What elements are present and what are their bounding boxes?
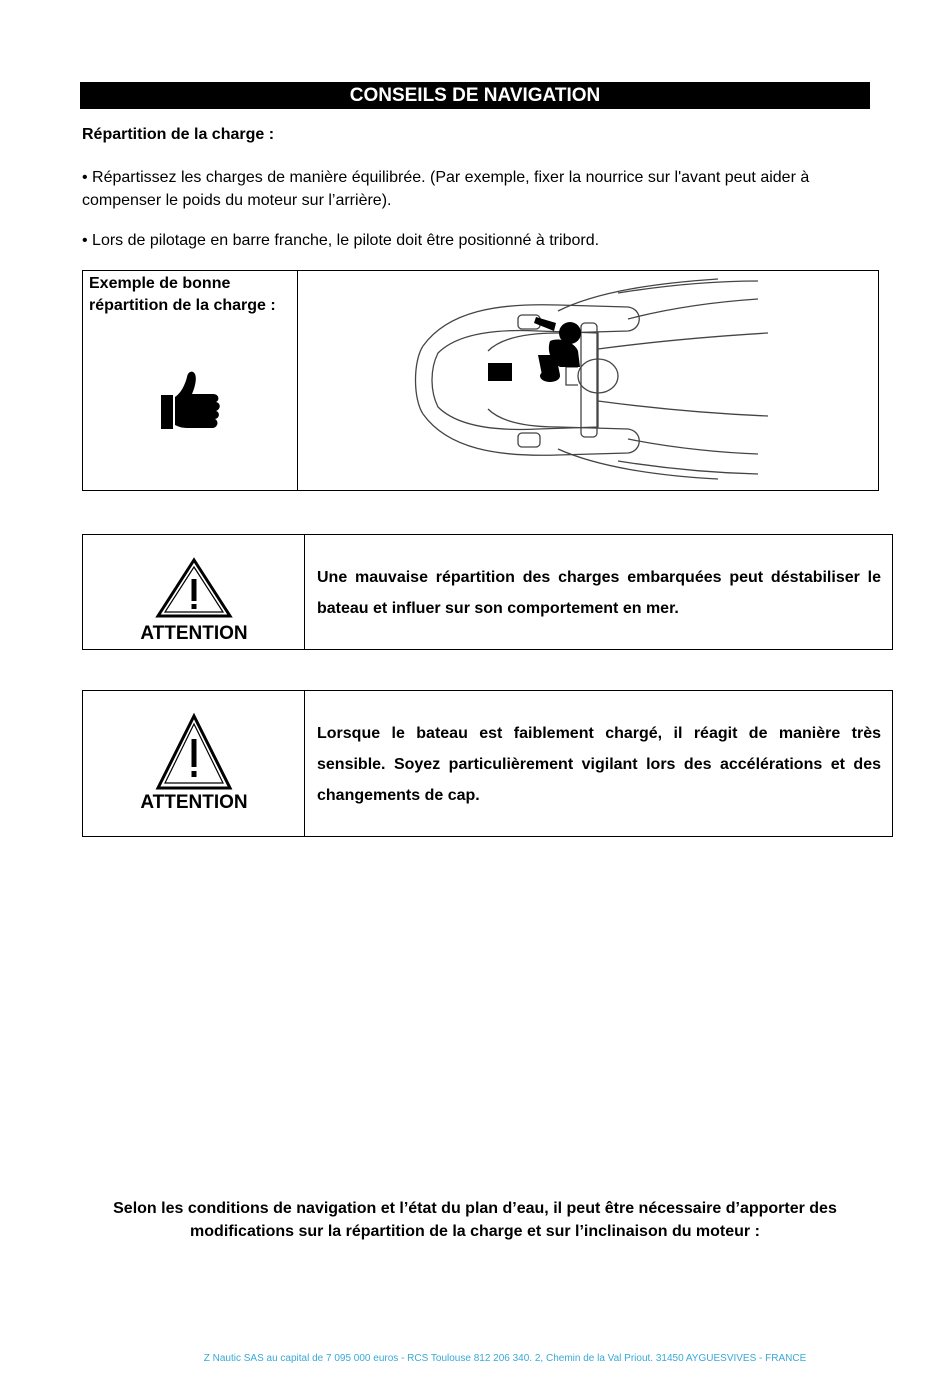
bullet-balanced-load: • Répartissez les charges de manière équilibrée. (Par exemple, fixer la nourrice sur l'avant peut aider à compenser le poids du moteur sur l’arrière). (82, 169, 810, 209)
warning-icon-cell (83, 691, 305, 836)
section-heading-load: Répartition de la charge : (82, 126, 275, 143)
warning-triangle-icon (155, 557, 233, 619)
warning-box-load (82, 534, 893, 650)
page-title: CONSEILS DE NAVIGATION (80, 82, 870, 109)
closing-note: Selon les conditions de navigation et l’état du plan d’eau, il peut être nécessaire d’apporter des modifications sur la répartition de la charge et sur l’inclinaison du moteur : (113, 1200, 837, 1240)
example-caption: Exemple de bonne répartition de la charge : (89, 275, 276, 314)
warning-box-light-load (82, 690, 893, 837)
warning-text: Une mauvaise répartition des charges embarquées peut déstabiliser le bateau et influer sur son comportement en mer. (317, 569, 881, 617)
boat-top-view-illustration (298, 271, 878, 489)
warning-triangle-icon (155, 713, 233, 791)
company-footer: Z Nautic SAS au capital de 7 095 000 euros - RCS Toulouse 812 206 340. 2, Chemin de la Val Priout. 31450 AYGUESVIVES - FRANCE (203, 1353, 807, 1364)
example-box (82, 270, 879, 491)
warning-label: ATTENTION (140, 623, 248, 644)
warning-text: Lorsque le bateau est faiblement chargé, il réagit de manière très sensible. Soyez particulièrement vigilant lors des accélérations et des changements de cap. (317, 725, 881, 804)
thumbs-up-icon (157, 367, 223, 433)
bullet-pilot-position: • Lors de pilotage en barre franche, le pilote doit être positionné à tribord. (82, 232, 600, 249)
warning-label: ATTENTION (140, 792, 248, 813)
example-caption-cell (83, 271, 298, 490)
warning-icon-cell (83, 535, 305, 649)
